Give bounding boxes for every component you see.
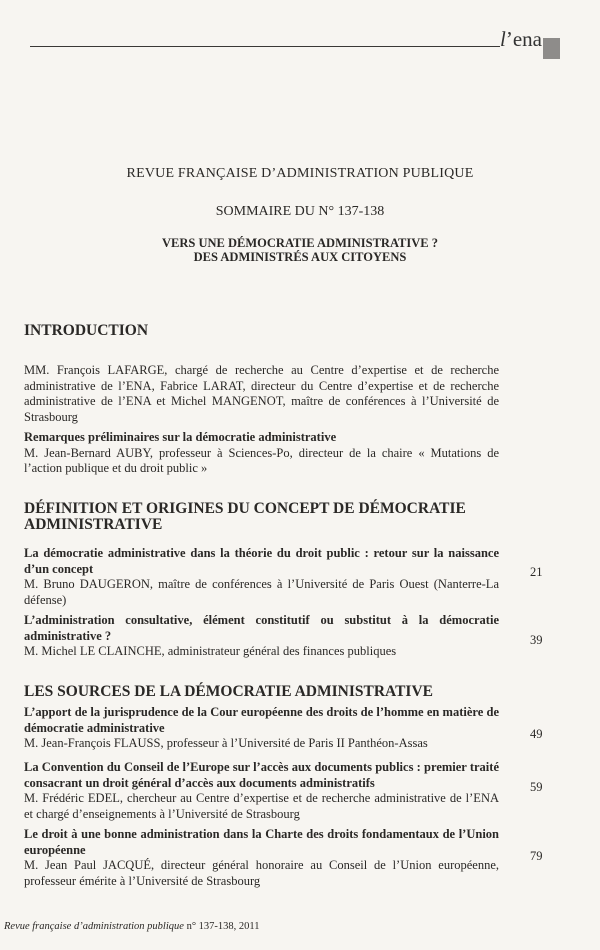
toc-item-author: M. Frédéric EDEL, chercheur au Centre d’expertise et de recherche administrative de l’ENA et chargé d’enseignements à l’Université de Strasbourg [24, 791, 499, 821]
logo-square-icon [543, 38, 560, 59]
toc-item-title: L’apport de la jurisprudence de la Cour européenne des droits de l’homme en matière de démocratie administrative [24, 705, 499, 735]
section-definition-line-1: DÉFINITION ET ORIGINES DU CONCEPT DE DÉMOCRATIE [24, 500, 466, 517]
toc-item [24, 827, 499, 889]
page-number: 21 [530, 565, 543, 579]
section-definition-line-2: ADMINISTRATIVE [24, 516, 163, 533]
intro-authors: MM. François LAFARGE, chargé de recherche au Centre d’expertise et de recherche administrative de l’ENA, Fabrice LARAT, directeur du Centre d’expertise et de recherche administrative de l’ENA et Michel MANGENOT, maître de conférences à l’Université de Strasbourg [24, 363, 499, 424]
toc-item [24, 760, 499, 822]
page-number: 49 [530, 727, 543, 741]
toc-item [24, 705, 499, 752]
toc-item-title: Remarques préliminaires sur la démocratie administrative [24, 430, 337, 444]
journal-title: REVUE FRANÇAISE D’ADMINISTRATION PUBLIQUE [126, 166, 474, 181]
toc-item-author: M. Michel LE CLAINCHE, administrateur général des finances publiques [24, 644, 397, 658]
page-number: 59 [530, 780, 543, 794]
toc-item-title: Le droit à une bonne administration dans la Charte des droits fondamentaux de l’Union européenne [24, 827, 499, 857]
page-number: 39 [530, 633, 543, 647]
footer [4, 921, 260, 932]
ena-logo [500, 27, 542, 52]
toc-item-author: M. Jean-François FLAUSS, professeur à l’Université de Paris II Panthéon-Assas [24, 736, 428, 750]
toc-item-title: L’administration consultative, élément constitutif ou substitut à la démocratie administrative ? [24, 613, 499, 643]
footer-journal: Revue française d’administration publique [4, 921, 184, 932]
toc-item [24, 430, 499, 477]
toc-item [24, 613, 499, 660]
page-number: 79 [530, 849, 543, 863]
logo-rest: ’ena [505, 27, 542, 51]
toc-item-title: La démocratie administrative dans la théorie du droit public : retour sur la naissance d’un concept [24, 546, 499, 576]
section-sources: LES SOURCES DE LA DÉMOCRATIE ADMINISTRATIVE [24, 683, 433, 700]
issue-title: SOMMAIRE DU N° 137-138 [215, 204, 385, 219]
toc-item-author: M. Jean Paul JACQUÉ, directeur général honoraire au Conseil de l’Union européenne, professeur émérite à l’Université de Strasbourg [24, 858, 499, 888]
logo-l: l [500, 27, 506, 51]
theme-line-2: DES ADMINISTRÉS AUX CITOYENS [193, 250, 407, 264]
footer-issue: n° 137-138, 2011 [186, 921, 260, 932]
section-introduction: INTRODUCTION [24, 322, 149, 339]
header-rule [30, 46, 500, 47]
toc-item-title: La Convention du Conseil de l’Europe sur l’accès aux documents publics : premier traité consacrant un droit général d’accès aux documents administratifs [24, 760, 499, 790]
toc-item-author: M. Bruno DAUGERON, maître de conférences à l’Université de Paris Ouest (Nanterre-La défense) [24, 577, 499, 607]
toc-item-author: M. Jean-Bernard AUBY, professeur à Sciences-Po, directeur de la chaire « Mutations de l’action publique et du droit public » [24, 445, 499, 475]
theme-line-1: VERS UNE DÉMOCRATIE ADMINISTRATIVE ? [162, 236, 438, 250]
toc-item [24, 546, 499, 608]
